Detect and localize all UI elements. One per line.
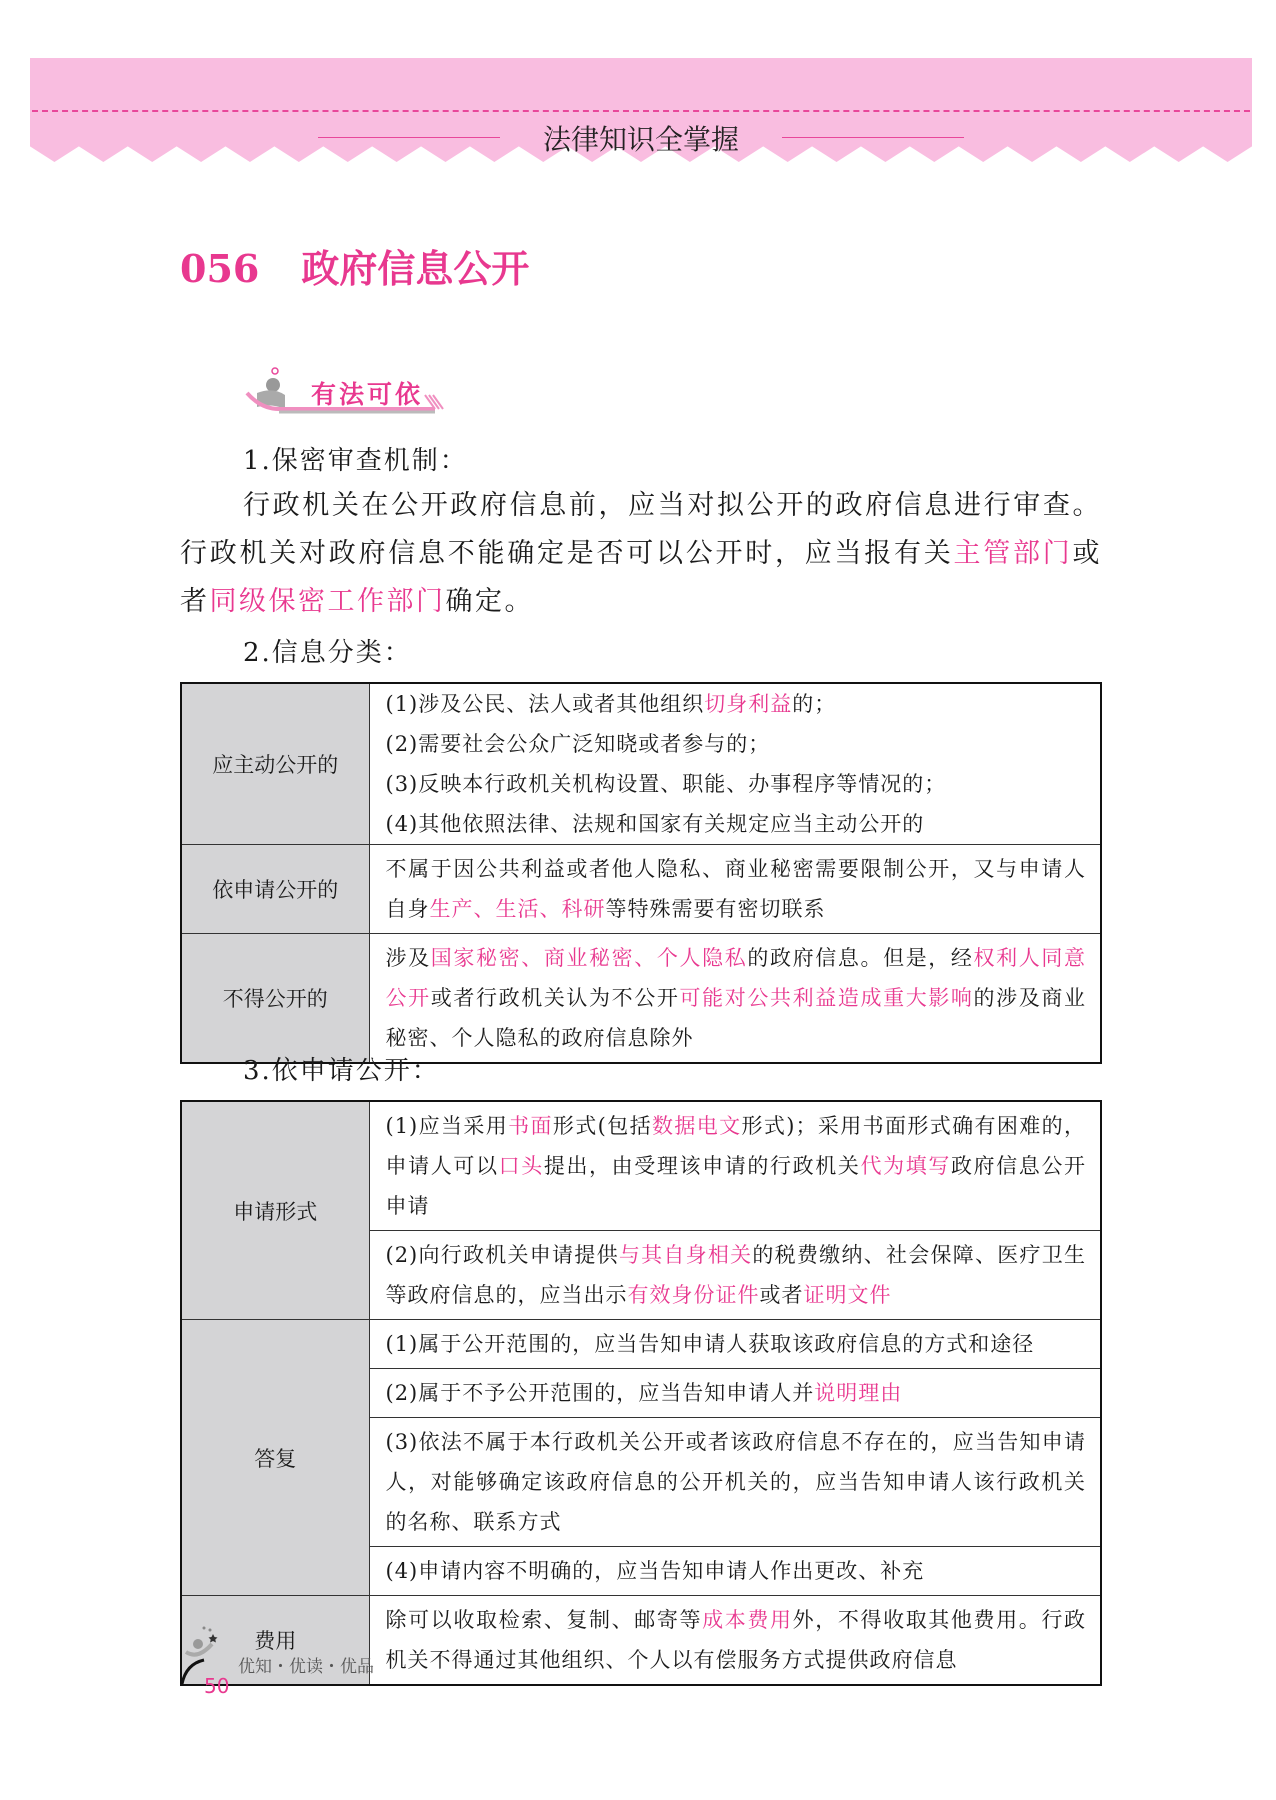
row-label: 应主动公开的 bbox=[181, 683, 369, 845]
text-segment: 不属于因公共利益或者他人隐私、商业秘密需要限制公开，又与申请人自身 bbox=[385, 857, 1086, 921]
highlighted-term: 成本费用 bbox=[702, 1608, 793, 1632]
text-segment: 除可以收取检索、复制、邮寄等 bbox=[385, 1608, 703, 1632]
highlighted-term: 口头 bbox=[498, 1154, 544, 1178]
table-row bbox=[181, 845, 1101, 934]
highlighted-term: 国家秘密、商业秘密、个人隐私 bbox=[430, 946, 748, 970]
highlighted-term: 生产、生活、科研 bbox=[429, 897, 606, 921]
text-segment: (4)申请内容不明确的，应当告知申请人作出更改、补充 bbox=[385, 1559, 925, 1583]
text-segment: 确定。 bbox=[445, 586, 534, 617]
text-segment: 的政府信息。但是，经 bbox=[747, 946, 974, 970]
highlighted-term: 主管部门 bbox=[953, 538, 1073, 569]
row-content bbox=[369, 845, 1101, 934]
application-table bbox=[180, 1100, 1102, 1686]
text-segment: (1)属于公开范围的，应当告知申请人获取该政府信息的方式和途径 bbox=[385, 1332, 1035, 1356]
highlighted-term: 切身利益 bbox=[704, 692, 793, 716]
row-label: 费用 bbox=[181, 1596, 369, 1686]
header-rule-right bbox=[782, 137, 964, 138]
text-segment: (3)依法不属于本行政机关公开或者该政府信息不存在的，应当告知申请人，对能够确定该政府信息的公开机关的，应当告知申请人该行政机关的名称、联系方式 bbox=[385, 1430, 1086, 1534]
text-segment: 外，不得收取其他费用。行政机关不得通过其他组织、个人以有偿服务方式提供政府信息 bbox=[385, 1608, 1087, 1672]
row-item bbox=[369, 1101, 1101, 1231]
text-segment: (2)属于不予公开范围的，应当告知申请人并 bbox=[385, 1381, 815, 1405]
highlighted-term: 说明理由 bbox=[814, 1381, 903, 1405]
heading-2: 2.信息分类： bbox=[243, 638, 412, 668]
highlighted-term: 同级保密工作部门 bbox=[209, 586, 446, 617]
highlighted-term: 数据电文 bbox=[652, 1114, 742, 1138]
text-segment: (4)其他依照法律、法规和国家有关规定应当主动公开的 bbox=[385, 812, 925, 836]
text-segment: 或者 bbox=[180, 538, 1102, 617]
list-item bbox=[386, 684, 1087, 724]
text-segment: 的； bbox=[792, 692, 837, 716]
text-segment: 等特殊需要有密切联系 bbox=[605, 897, 826, 921]
text-segment: (2)向行政机关申请提供 bbox=[385, 1243, 619, 1267]
text-segment: (3)反映本行政机关机构设置、职能、办事程序等情况的； bbox=[385, 772, 947, 796]
list-item bbox=[386, 764, 1087, 804]
footer-slogan: 优知・优读・优品 bbox=[238, 1657, 374, 1677]
row-item bbox=[369, 1547, 1101, 1596]
highlighted-term: 与其自身相关 bbox=[618, 1243, 753, 1267]
highlighted-term: 书面 bbox=[508, 1114, 553, 1138]
text-segment: 或者行政机关认为不公开 bbox=[430, 986, 680, 1010]
text-segment: 政府信息公开申请 bbox=[385, 1154, 1087, 1218]
section-title bbox=[180, 238, 529, 293]
heading-3: 3.依申请公开： bbox=[243, 1056, 440, 1086]
row-label: 不得公开的 bbox=[181, 934, 369, 1064]
row-content bbox=[369, 934, 1101, 1064]
row-label: 答复 bbox=[181, 1320, 369, 1596]
header-rule-left bbox=[318, 137, 500, 138]
table-row bbox=[181, 1320, 1101, 1369]
text-segment: 形式)；采用书面形式确有困难的，申请人可以 bbox=[385, 1114, 1087, 1178]
list-item bbox=[386, 804, 1087, 844]
highlighted-term: 证明文件 bbox=[803, 1283, 892, 1307]
footer bbox=[180, 1624, 420, 1704]
highlighted-term: 权利人同意公开 bbox=[385, 946, 1087, 1010]
highlighted-term: 有效身份证件 bbox=[627, 1283, 760, 1307]
page-number: 50 bbox=[204, 1674, 230, 1698]
section-name: 政府信息公开 bbox=[301, 246, 530, 291]
text-segment: (1)应当采用 bbox=[385, 1114, 509, 1138]
table-row bbox=[181, 934, 1101, 1064]
heading-1: 1.保密审查机制： bbox=[243, 446, 468, 476]
row-item bbox=[369, 1369, 1101, 1418]
header-dashed-line bbox=[32, 110, 1250, 112]
badge-label: 有法可依 bbox=[311, 380, 424, 409]
section-number: 056 bbox=[180, 246, 260, 291]
text-segment: 行政机关在公开政府信息前，应当对拟公开的政府信息进行审查。行政机关对政府信息不能确定是否可以公开时，应当报有关 bbox=[180, 490, 1102, 569]
text-segment: 提出，由受理该申请的行政机关 bbox=[543, 1154, 861, 1178]
paragraph-1 bbox=[180, 482, 1102, 626]
text-segment: 的税费缴纳、社会保障、医疗卫生等政府信息的，应当出示 bbox=[385, 1243, 1087, 1307]
text-segment: 的涉及商业秘密、个人隐私的政府信息除外 bbox=[385, 986, 1087, 1050]
text-segment: 涉及 bbox=[385, 946, 431, 970]
row-label: 申请形式 bbox=[181, 1101, 369, 1320]
table-row bbox=[181, 1101, 1101, 1231]
badge bbox=[245, 365, 445, 415]
header-title: 法律知识全掌握 bbox=[542, 123, 739, 156]
text-segment: 形式(包括 bbox=[552, 1114, 652, 1138]
highlighted-term: 可能对公共利益造成重大影响 bbox=[679, 986, 974, 1010]
text-segment: (1)涉及公民、法人或者其他组织 bbox=[385, 692, 705, 716]
text-segment: (2)需要社会公众广泛知晓或者参与的； bbox=[385, 732, 771, 756]
list-item bbox=[386, 724, 1087, 764]
row-item bbox=[369, 1418, 1101, 1547]
text-segment: 或者 bbox=[759, 1283, 804, 1307]
row-content bbox=[369, 1596, 1101, 1686]
classification-table bbox=[180, 682, 1102, 1064]
highlighted-term: 代为填写 bbox=[860, 1154, 951, 1178]
table-row bbox=[181, 683, 1101, 845]
row-label: 依申请公开的 bbox=[181, 845, 369, 934]
row-item bbox=[369, 1320, 1101, 1369]
row-item bbox=[369, 1231, 1101, 1320]
row-content bbox=[369, 683, 1101, 845]
